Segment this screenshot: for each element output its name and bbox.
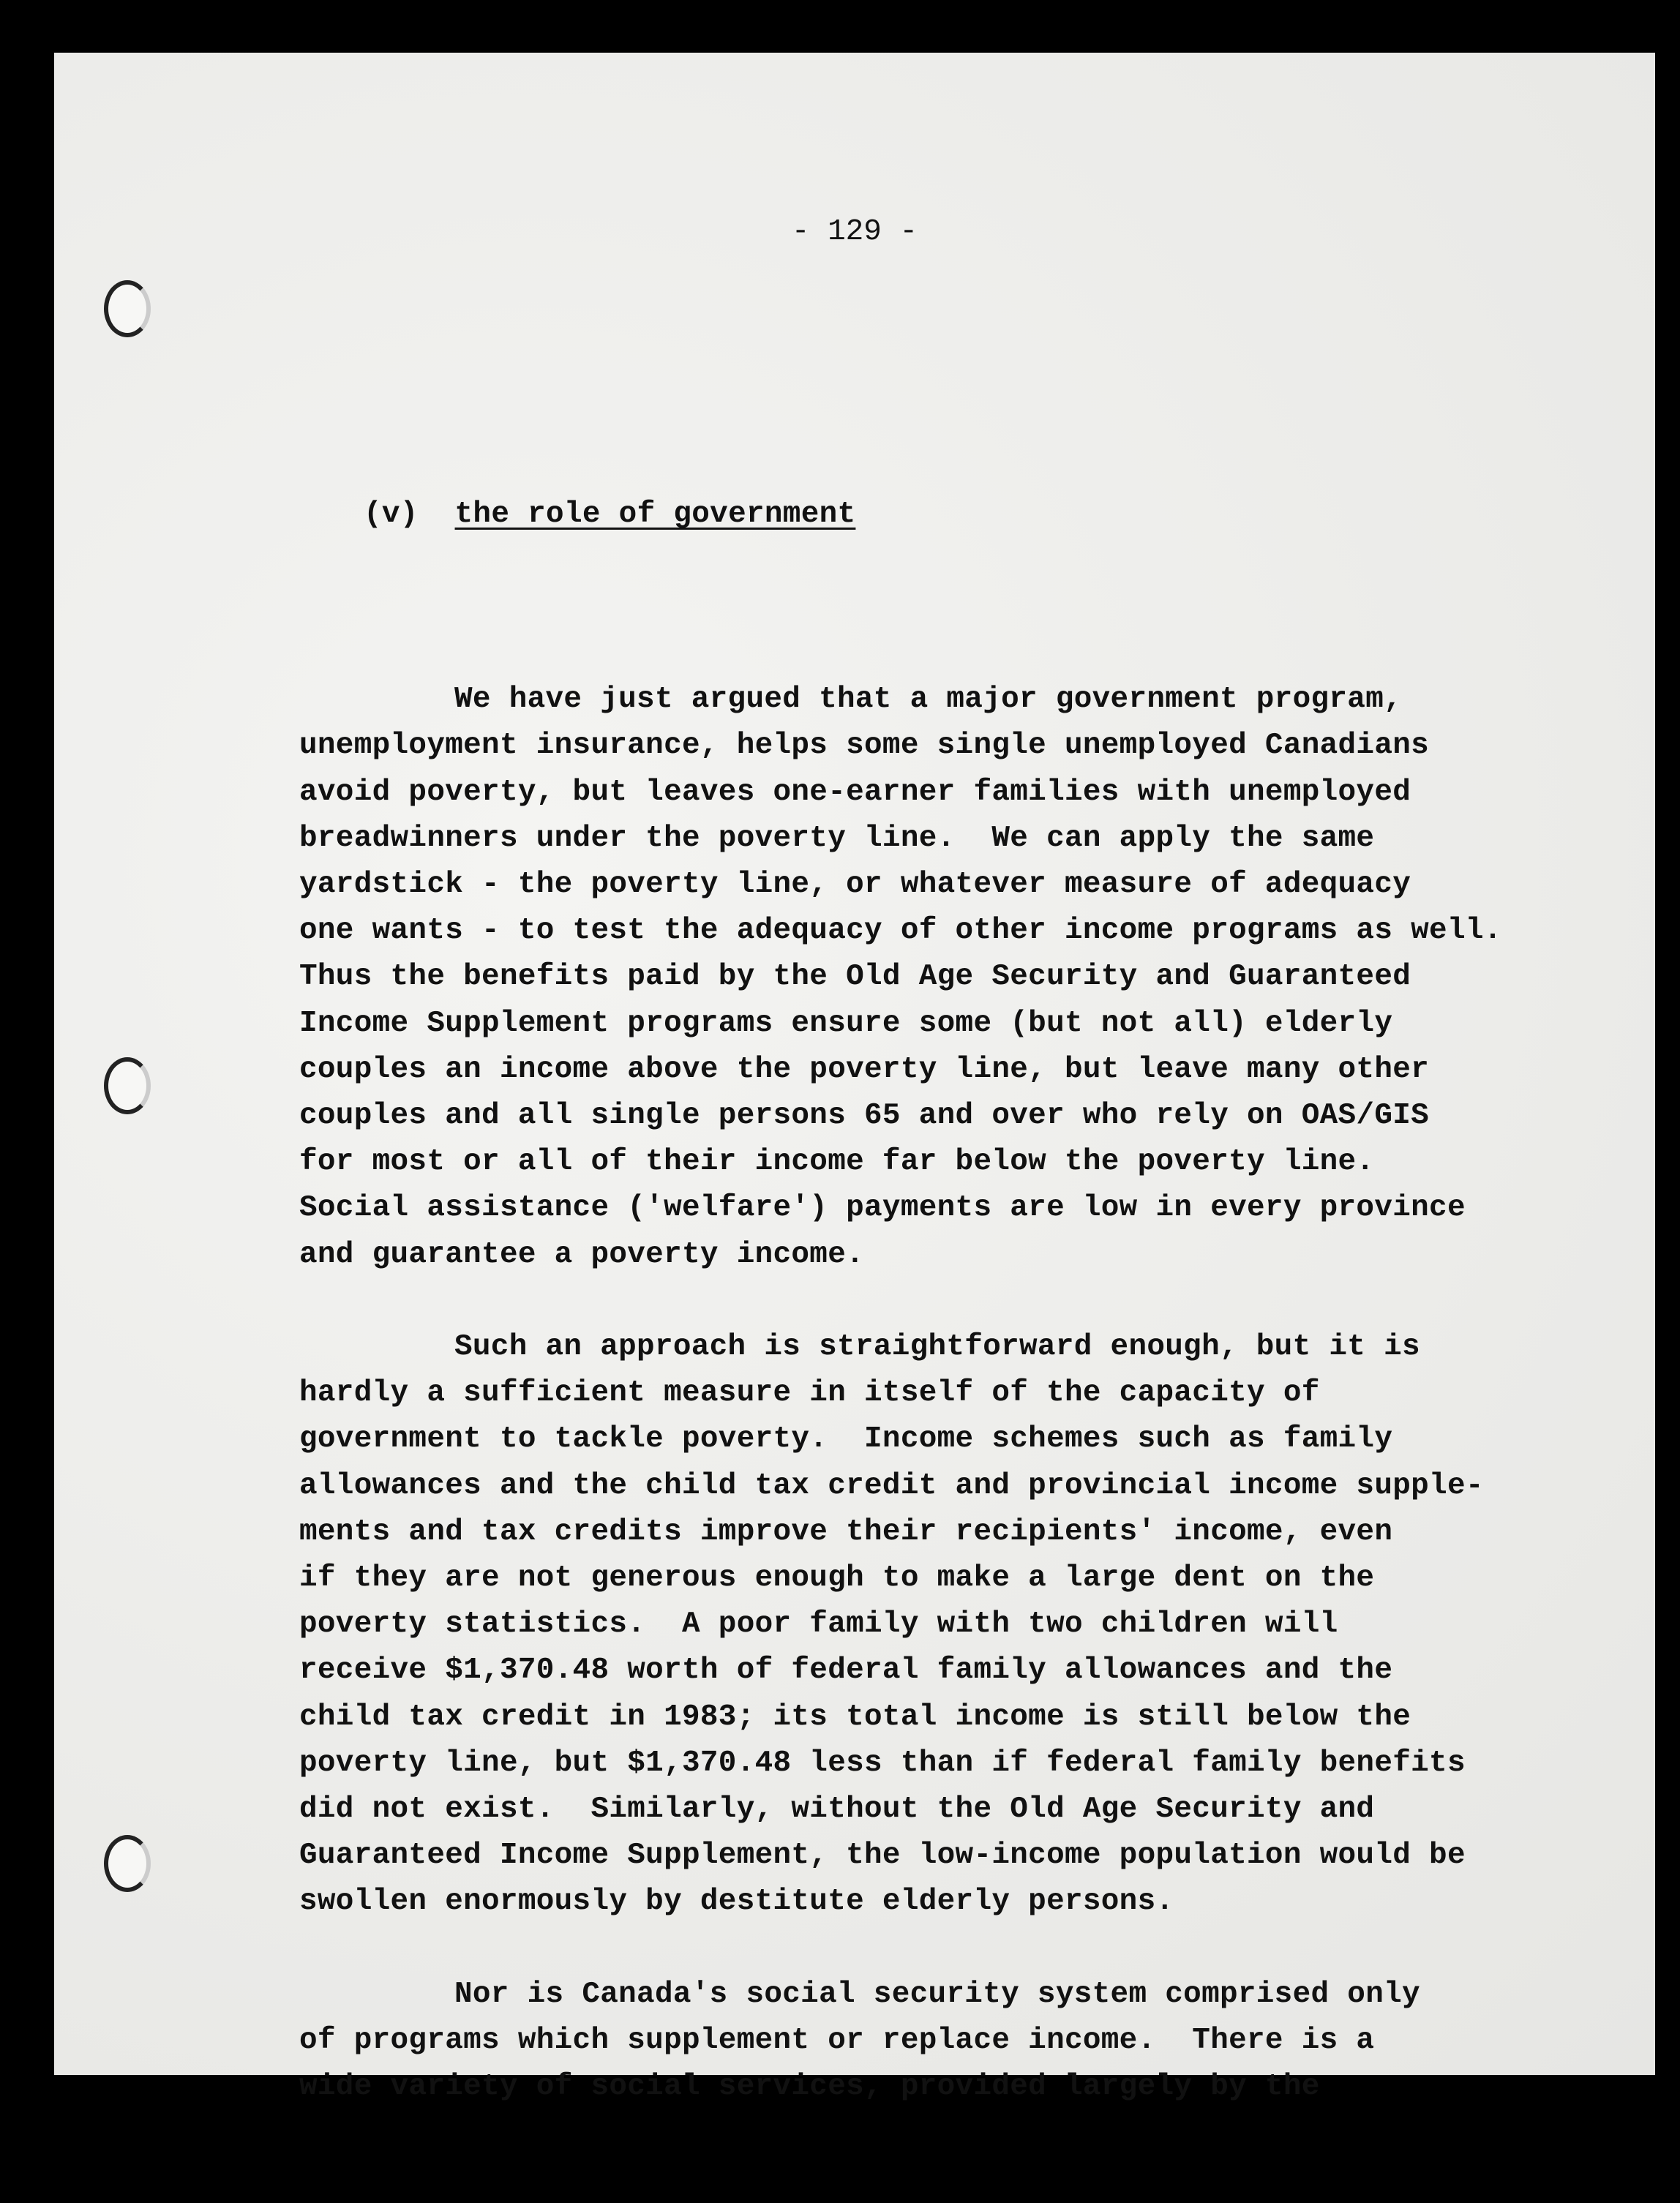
text-line: wide variety of social services, provided largely by the [299,2070,1320,2104]
text-line: Income Supplement programs ensure some (but not all) elderly [299,1006,1393,1040]
section-marker: (v) [364,498,419,532]
document-page [54,53,1655,2104]
text-line: unemployment insurance, helps some single unemployed Canadians [299,729,1430,763]
text-line: if they are not generous enough to make a large dent on the [299,1561,1375,1596]
text-line: for most or all of their income far below the poverty line. [299,1145,1375,1179]
text-line: Social assistance ('welfare') payments are low in every province [299,1191,1466,1226]
punch-hole-bottom [104,1835,151,1892]
text-line: avoid poverty, but leaves one-earner families with unemployed [299,775,1411,809]
text-line: poverty line, but $1,370.48 less than if federal family benefits [299,1746,1466,1780]
text-line: hardly a sufficient measure in itself of the capacity of [299,1376,1320,1411]
text-line: of programs which supplement or replace income. There is a [299,2024,1375,2058]
text-line: one wants - to test the adequacy of other income programs as well. [299,914,1502,948]
paragraph [299,677,1502,1278]
text-line: and guarantee a poverty income. [299,1237,865,1272]
text-line: couples an income above the poverty line, but leave many other [299,1052,1430,1087]
text-line: receive $1,370.48 worth of federal family allowances and the [299,1654,1393,1688]
text-line: ments and tax credits improve their recipients' income, even [299,1515,1393,1549]
text-line: child tax credit in 1983; its total income is still below the [299,1700,1411,1734]
page-number: - 129 - [791,215,918,249]
document-body [299,399,1502,2203]
text-line: Guaranteed Income Supplement, the low-income population would be [299,1839,1466,1873]
text-line: allowances and the child tax credit and provincial income supple- [299,1468,1484,1503]
text-line: government to tackle poverty. Income schemes such as family [299,1422,1393,1457]
punch-hole-middle [104,1057,151,1114]
paragraph [299,1324,1502,1926]
paragraph [299,1972,1502,2111]
text-line: breadwinners under the poverty line. We can apply the same [299,821,1375,855]
text-line: did not exist. Similarly, without the Old Age Security and [299,1793,1375,1827]
text-line: yardstick - the poverty line, or whatever measure of adequacy [299,868,1411,902]
section-title: the role of government [454,498,856,532]
section-heading [299,492,1502,538]
text-line: swollen enormously by destitute elderly persons. [299,1885,1174,1919]
text-line: poverty statistics. A poor family with two children will [299,1607,1338,1642]
text-line: Such an approach is straightforward enough, but it is [454,1330,1420,1365]
text-line: We have just argued that a major government program, [454,683,1403,717]
text-line: couples and all single persons 65 and over who rely on OAS/GIS [299,1099,1430,1133]
text-line: Nor is Canada's social security system comprised only [454,1977,1420,2011]
text-line: Thus the benefits paid by the Old Age Security and Guaranteed [299,960,1411,994]
punch-hole-top [104,280,151,337]
